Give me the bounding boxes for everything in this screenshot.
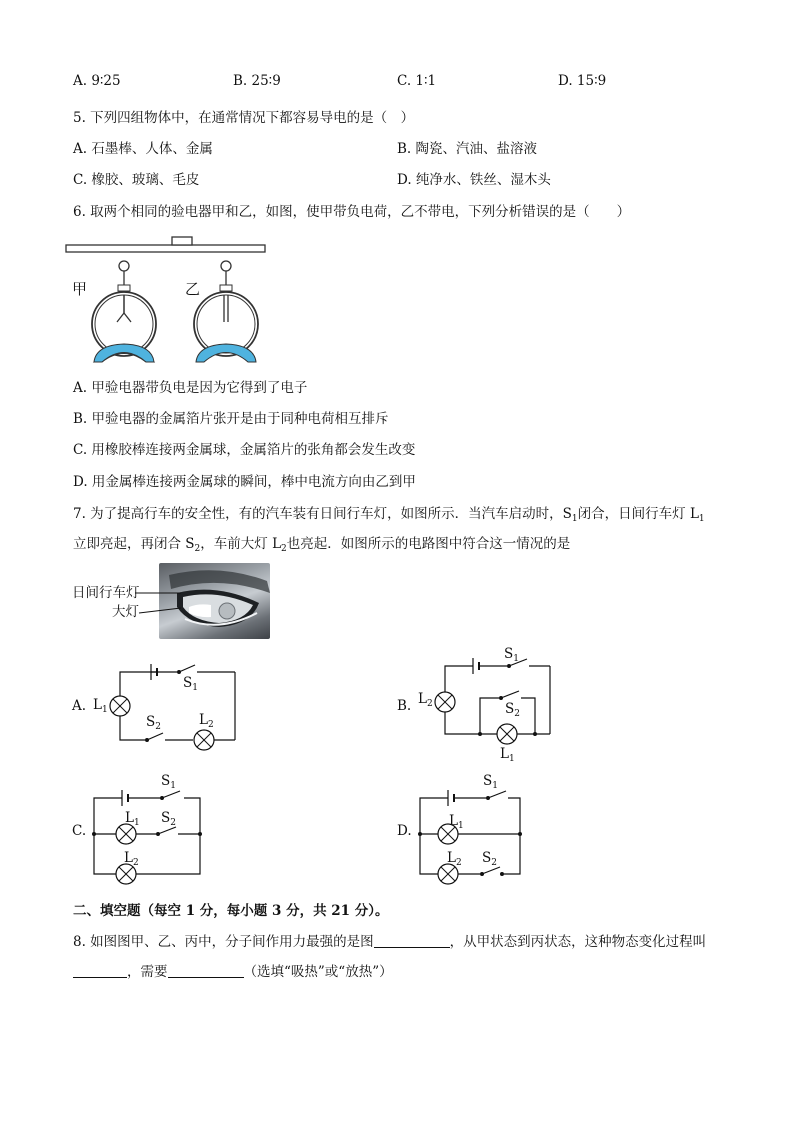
- circuit-a-l1: $L_1$: [93, 697, 108, 715]
- q8-line2: ，需要 （选填“吸热”或“放热”）: [73, 963, 393, 981]
- q8-blank-3[interactable]: [168, 963, 244, 978]
- circuit-c-l2: $L_2$: [124, 850, 139, 868]
- circuit-b-l1: $L_1$: [500, 746, 515, 764]
- circuit-c-label: C.: [72, 823, 87, 839]
- circuit-a-l2: $L_2$: [199, 712, 214, 730]
- electroscope-yi: [194, 261, 258, 362]
- circuit-b-diagram: [435, 650, 565, 750]
- circuit-b-s2: $S_2$: [505, 701, 520, 719]
- circuit-b-s1: $S_1$: [504, 646, 519, 664]
- circuit-d-l1: $L_1$: [449, 813, 464, 831]
- q5-option-c: C. 橡胶、玻璃、毛皮: [73, 172, 200, 188]
- q4-option-d: D. 15∶9: [558, 73, 607, 89]
- q8-line1: 8. 如图图甲、乙、丙中，分子间作用力最强的是图 ，从甲状态到丙状态，这种物态变化过程叫: [73, 934, 707, 950]
- pointer-lines: [135, 588, 195, 618]
- circuit-b-label: B.: [397, 698, 412, 714]
- electroscope-jia: [92, 261, 156, 362]
- label-yi: 乙: [185, 280, 201, 298]
- circuit-c-s2: $S_2$: [161, 810, 176, 828]
- circuit-a-diagram: [115, 660, 245, 750]
- label-daytime-light: 日间行车灯: [72, 585, 140, 601]
- q6-option-a: A. 甲验电器带负电是因为它得到了电子: [73, 380, 308, 396]
- q6-option-b: B. 甲验电器的金属箔片张开是由于同种电荷相互排斥: [73, 411, 389, 427]
- circuit-a-s2: $S_2$: [146, 714, 161, 732]
- q8-blank-1[interactable]: [374, 933, 450, 948]
- circuit-d-diagram: [416, 790, 536, 890]
- circuit-d-s2: $S_2$: [482, 850, 497, 868]
- label-headlight: 大灯: [112, 604, 139, 620]
- electroscope-diagram: [66, 235, 266, 365]
- circuit-a-s1: $S_1$: [183, 675, 198, 693]
- q5-stem: 5. 下列四组物体中，在通常情况下都容易导电的是（ ）: [73, 110, 415, 126]
- circuit-c-diagram: [90, 790, 210, 890]
- circuit-d-s1: $S_1$: [483, 773, 498, 791]
- circuit-d-l2: $L_2$: [447, 850, 462, 868]
- q6-stem: 6. 取两个相同的验电器甲和乙，如图，使甲带负电荷，乙不带电，下列分析错误的是（ ）: [73, 204, 631, 220]
- q5-option-b: B. 陶瓷、汽油、盐溶液: [397, 141, 538, 157]
- q4-option-b: B. 25∶9: [233, 73, 281, 89]
- circuit-a-label: A.: [72, 698, 87, 714]
- q6-option-d: D. 用金属棒连接两金属球的瞬间，棒中电流方向由乙到甲: [73, 474, 416, 490]
- q4-option-c: C. 1∶1: [397, 73, 437, 89]
- label-jia: 甲: [72, 280, 88, 298]
- q8-blank-2[interactable]: [73, 963, 127, 978]
- q6-option-c: C. 用橡胶棒连接两金属球，金属箔片的张角都会发生改变: [73, 442, 416, 458]
- q4-option-a: A. 9∶25: [73, 73, 121, 89]
- q5-option-a: A. 石墨棒、人体、金属: [73, 141, 213, 157]
- circuit-c-l1: $L_1$: [125, 810, 140, 828]
- q5-option-d: D. 纯净水、铁丝、湿木头: [397, 172, 551, 188]
- circuit-d-label: D.: [397, 823, 412, 839]
- q7-stem-line1: 7. 为了提高行车的安全性，有的汽车装有日间行车灯，如图所示．当汽车启动时，$S_1$闭合，日间行车灯 $L_1$: [73, 506, 705, 524]
- circuit-b-l2: $L_2$: [418, 691, 433, 709]
- section-2-heading: 二、填空题（每空 1 分，每小题 3 分，共 21 分）。: [73, 903, 389, 919]
- circuit-c-s1: $S_1$: [161, 773, 176, 791]
- q7-stem-line2: 立即亮起，再闭合 $S_2$，车前大灯 $L_2$也亮起．如图所示的电路图中符合这一情况的是: [73, 536, 571, 554]
